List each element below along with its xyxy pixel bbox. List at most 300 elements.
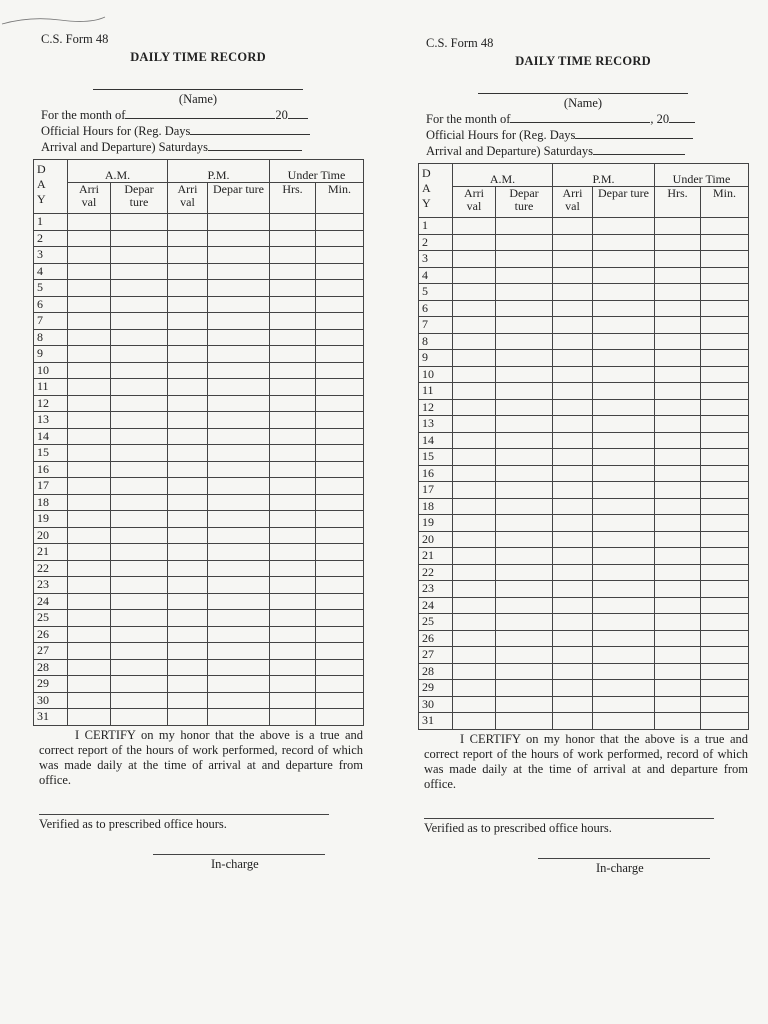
- am-departure-cell[interactable]: [111, 329, 168, 346]
- am-departure-cell[interactable]: [111, 296, 168, 313]
- pm-departure-cell[interactable]: [208, 544, 270, 561]
- undertime-hours-cell[interactable]: [655, 366, 701, 383]
- am-arrival-cell[interactable]: [453, 218, 496, 235]
- am-arrival-cell[interactable]: [68, 263, 111, 280]
- undertime-hours-cell[interactable]: [655, 663, 701, 680]
- am-arrival-cell[interactable]: [68, 643, 111, 660]
- pm-arrival-cell[interactable]: [553, 317, 593, 334]
- am-departure-cell[interactable]: [111, 428, 168, 445]
- undertime-minutes-cell[interactable]: [701, 366, 749, 383]
- undertime-hours-cell[interactable]: [270, 461, 316, 478]
- am-departure-cell[interactable]: [111, 263, 168, 280]
- undertime-minutes-cell[interactable]: [316, 577, 364, 594]
- pm-departure-cell[interactable]: [593, 713, 655, 730]
- am-arrival-cell[interactable]: [453, 630, 496, 647]
- am-arrival-cell[interactable]: [68, 494, 111, 511]
- undertime-hours-cell[interactable]: [270, 659, 316, 676]
- am-departure-cell[interactable]: [496, 284, 553, 301]
- undertime-hours-cell[interactable]: [270, 511, 316, 528]
- am-departure-cell[interactable]: [496, 548, 553, 565]
- am-departure-cell[interactable]: [496, 696, 553, 713]
- pm-departure-cell[interactable]: [593, 300, 655, 317]
- am-departure-cell[interactable]: [111, 626, 168, 643]
- undertime-hours-cell[interactable]: [655, 284, 701, 301]
- pm-departure-cell[interactable]: [593, 350, 655, 367]
- undertime-hours-cell[interactable]: [655, 614, 701, 631]
- undertime-hours-cell[interactable]: [655, 531, 701, 548]
- am-departure-cell[interactable]: [496, 218, 553, 235]
- undertime-minutes-cell[interactable]: [316, 247, 364, 264]
- am-departure-cell[interactable]: [111, 214, 168, 231]
- am-departure-cell[interactable]: [496, 597, 553, 614]
- pm-arrival-cell[interactable]: [168, 296, 208, 313]
- pm-departure-cell[interactable]: [208, 692, 270, 709]
- pm-departure-cell[interactable]: [208, 263, 270, 280]
- undertime-minutes-cell[interactable]: [701, 449, 749, 466]
- undertime-hours-cell[interactable]: [270, 709, 316, 726]
- am-arrival-cell[interactable]: [453, 267, 496, 284]
- am-arrival-cell[interactable]: [68, 379, 111, 396]
- pm-departure-cell[interactable]: [208, 676, 270, 693]
- undertime-minutes-cell[interactable]: [701, 696, 749, 713]
- pm-departure-cell[interactable]: [593, 432, 655, 449]
- undertime-hours-cell[interactable]: [655, 713, 701, 730]
- am-departure-cell[interactable]: [111, 379, 168, 396]
- am-departure-cell[interactable]: [496, 251, 553, 268]
- am-arrival-cell[interactable]: [68, 362, 111, 379]
- am-departure-cell[interactable]: [111, 230, 168, 247]
- pm-departure-cell[interactable]: [208, 280, 270, 297]
- pm-arrival-cell[interactable]: [168, 362, 208, 379]
- am-arrival-cell[interactable]: [453, 696, 496, 713]
- pm-departure-cell[interactable]: [208, 395, 270, 412]
- pm-arrival-cell[interactable]: [168, 445, 208, 462]
- undertime-minutes-cell[interactable]: [316, 346, 364, 363]
- pm-arrival-cell[interactable]: [168, 412, 208, 429]
- pm-arrival-cell[interactable]: [168, 329, 208, 346]
- undertime-minutes-cell[interactable]: [316, 593, 364, 610]
- pm-departure-cell[interactable]: [593, 614, 655, 631]
- undertime-minutes-cell[interactable]: [701, 531, 749, 548]
- verified-signature-line[interactable]: [39, 814, 329, 815]
- undertime-minutes-cell[interactable]: [701, 267, 749, 284]
- pm-departure-cell[interactable]: [593, 449, 655, 466]
- am-arrival-cell[interactable]: [453, 350, 496, 367]
- undertime-minutes-cell[interactable]: [316, 527, 364, 544]
- undertime-minutes-cell[interactable]: [701, 597, 749, 614]
- undertime-hours-cell[interactable]: [655, 317, 701, 334]
- pm-departure-cell[interactable]: [208, 577, 270, 594]
- am-departure-cell[interactable]: [496, 663, 553, 680]
- pm-departure-cell[interactable]: [208, 527, 270, 544]
- am-arrival-cell[interactable]: [68, 511, 111, 528]
- year-field[interactable]: [288, 107, 308, 119]
- undertime-hours-cell[interactable]: [655, 416, 701, 433]
- undertime-hours-cell[interactable]: [270, 478, 316, 495]
- undertime-hours-cell[interactable]: [270, 214, 316, 231]
- pm-arrival-cell[interactable]: [168, 313, 208, 330]
- pm-arrival-cell[interactable]: [168, 280, 208, 297]
- pm-departure-cell[interactable]: [208, 296, 270, 313]
- undertime-minutes-cell[interactable]: [316, 280, 364, 297]
- am-departure-cell[interactable]: [111, 610, 168, 627]
- pm-arrival-cell[interactable]: [553, 696, 593, 713]
- pm-arrival-cell[interactable]: [168, 494, 208, 511]
- undertime-hours-cell[interactable]: [270, 692, 316, 709]
- month-field[interactable]: [125, 107, 275, 119]
- undertime-minutes-cell[interactable]: [316, 560, 364, 577]
- undertime-hours-cell[interactable]: [270, 263, 316, 280]
- pm-departure-cell[interactable]: [208, 379, 270, 396]
- pm-departure-cell[interactable]: [593, 581, 655, 598]
- regular-days-field[interactable]: [575, 127, 693, 139]
- undertime-minutes-cell[interactable]: [701, 218, 749, 235]
- name-field[interactable]: [478, 93, 688, 94]
- verified-signature-line[interactable]: [424, 818, 714, 819]
- undertime-minutes-cell[interactable]: [316, 659, 364, 676]
- undertime-minutes-cell[interactable]: [316, 296, 364, 313]
- undertime-hours-cell[interactable]: [270, 445, 316, 462]
- pm-arrival-cell[interactable]: [553, 350, 593, 367]
- am-departure-cell[interactable]: [496, 564, 553, 581]
- pm-arrival-cell[interactable]: [553, 251, 593, 268]
- undertime-minutes-cell[interactable]: [316, 692, 364, 709]
- pm-departure-cell[interactable]: [593, 696, 655, 713]
- undertime-hours-cell[interactable]: [270, 643, 316, 660]
- am-arrival-cell[interactable]: [68, 577, 111, 594]
- pm-departure-cell[interactable]: [593, 680, 655, 697]
- undertime-hours-cell[interactable]: [655, 218, 701, 235]
- am-departure-cell[interactable]: [111, 395, 168, 412]
- am-departure-cell[interactable]: [111, 577, 168, 594]
- in-charge-signature-line[interactable]: [538, 858, 710, 859]
- pm-arrival-cell[interactable]: [553, 234, 593, 251]
- am-arrival-cell[interactable]: [68, 445, 111, 462]
- pm-arrival-cell[interactable]: [168, 346, 208, 363]
- undertime-minutes-cell[interactable]: [316, 511, 364, 528]
- pm-departure-cell[interactable]: [593, 548, 655, 565]
- pm-arrival-cell[interactable]: [553, 564, 593, 581]
- am-arrival-cell[interactable]: [68, 247, 111, 264]
- am-departure-cell[interactable]: [111, 527, 168, 544]
- pm-arrival-cell[interactable]: [168, 428, 208, 445]
- am-arrival-cell[interactable]: [453, 647, 496, 664]
- undertime-hours-cell[interactable]: [270, 329, 316, 346]
- am-arrival-cell[interactable]: [453, 366, 496, 383]
- am-departure-cell[interactable]: [111, 445, 168, 462]
- pm-arrival-cell[interactable]: [553, 548, 593, 565]
- am-departure-cell[interactable]: [496, 680, 553, 697]
- pm-arrival-cell[interactable]: [168, 214, 208, 231]
- undertime-minutes-cell[interactable]: [701, 482, 749, 499]
- undertime-hours-cell[interactable]: [655, 498, 701, 515]
- pm-departure-cell[interactable]: [593, 366, 655, 383]
- undertime-minutes-cell[interactable]: [316, 709, 364, 726]
- am-departure-cell[interactable]: [111, 362, 168, 379]
- undertime-minutes-cell[interactable]: [701, 383, 749, 400]
- am-arrival-cell[interactable]: [453, 432, 496, 449]
- am-arrival-cell[interactable]: [68, 544, 111, 561]
- pm-departure-cell[interactable]: [593, 416, 655, 433]
- undertime-hours-cell[interactable]: [655, 515, 701, 532]
- am-arrival-cell[interactable]: [453, 465, 496, 482]
- am-departure-cell[interactable]: [111, 544, 168, 561]
- am-departure-cell[interactable]: [496, 647, 553, 664]
- pm-departure-cell[interactable]: [208, 511, 270, 528]
- am-arrival-cell[interactable]: [453, 251, 496, 268]
- pm-arrival-cell[interactable]: [168, 478, 208, 495]
- pm-arrival-cell[interactable]: [553, 416, 593, 433]
- undertime-hours-cell[interactable]: [655, 234, 701, 251]
- pm-departure-cell[interactable]: [208, 346, 270, 363]
- undertime-hours-cell[interactable]: [655, 630, 701, 647]
- undertime-hours-cell[interactable]: [270, 395, 316, 412]
- undertime-minutes-cell[interactable]: [701, 416, 749, 433]
- am-arrival-cell[interactable]: [68, 214, 111, 231]
- pm-arrival-cell[interactable]: [553, 482, 593, 499]
- pm-arrival-cell[interactable]: [168, 610, 208, 627]
- undertime-minutes-cell[interactable]: [701, 498, 749, 515]
- am-departure-cell[interactable]: [111, 709, 168, 726]
- am-departure-cell[interactable]: [111, 593, 168, 610]
- undertime-hours-cell[interactable]: [655, 383, 701, 400]
- saturdays-field[interactable]: [593, 143, 685, 155]
- undertime-hours-cell[interactable]: [655, 251, 701, 268]
- undertime-hours-cell[interactable]: [270, 593, 316, 610]
- pm-arrival-cell[interactable]: [553, 300, 593, 317]
- am-departure-cell[interactable]: [496, 630, 553, 647]
- pm-departure-cell[interactable]: [593, 515, 655, 532]
- pm-arrival-cell[interactable]: [553, 581, 593, 598]
- am-departure-cell[interactable]: [111, 659, 168, 676]
- am-arrival-cell[interactable]: [68, 593, 111, 610]
- am-departure-cell[interactable]: [496, 581, 553, 598]
- am-arrival-cell[interactable]: [68, 659, 111, 676]
- am-departure-cell[interactable]: [111, 692, 168, 709]
- am-departure-cell[interactable]: [111, 478, 168, 495]
- undertime-hours-cell[interactable]: [655, 465, 701, 482]
- pm-departure-cell[interactable]: [208, 610, 270, 627]
- pm-arrival-cell[interactable]: [168, 395, 208, 412]
- undertime-minutes-cell[interactable]: [701, 680, 749, 697]
- pm-arrival-cell[interactable]: [168, 560, 208, 577]
- am-arrival-cell[interactable]: [68, 461, 111, 478]
- pm-arrival-cell[interactable]: [168, 527, 208, 544]
- undertime-hours-cell[interactable]: [655, 597, 701, 614]
- pm-departure-cell[interactable]: [208, 362, 270, 379]
- undertime-minutes-cell[interactable]: [316, 230, 364, 247]
- undertime-hours-cell[interactable]: [655, 581, 701, 598]
- pm-departure-cell[interactable]: [593, 531, 655, 548]
- am-departure-cell[interactable]: [111, 560, 168, 577]
- pm-arrival-cell[interactable]: [553, 383, 593, 400]
- am-departure-cell[interactable]: [496, 416, 553, 433]
- pm-arrival-cell[interactable]: [168, 676, 208, 693]
- pm-arrival-cell[interactable]: [168, 593, 208, 610]
- undertime-minutes-cell[interactable]: [316, 412, 364, 429]
- undertime-hours-cell[interactable]: [270, 428, 316, 445]
- am-arrival-cell[interactable]: [68, 478, 111, 495]
- pm-arrival-cell[interactable]: [168, 709, 208, 726]
- pm-departure-cell[interactable]: [208, 461, 270, 478]
- am-departure-cell[interactable]: [496, 317, 553, 334]
- pm-departure-cell[interactable]: [593, 284, 655, 301]
- pm-departure-cell[interactable]: [593, 234, 655, 251]
- undertime-hours-cell[interactable]: [270, 296, 316, 313]
- am-arrival-cell[interactable]: [68, 676, 111, 693]
- pm-arrival-cell[interactable]: [168, 263, 208, 280]
- am-arrival-cell[interactable]: [68, 626, 111, 643]
- pm-departure-cell[interactable]: [593, 333, 655, 350]
- undertime-minutes-cell[interactable]: [316, 362, 364, 379]
- pm-arrival-cell[interactable]: [553, 630, 593, 647]
- am-arrival-cell[interactable]: [453, 300, 496, 317]
- undertime-hours-cell[interactable]: [270, 610, 316, 627]
- undertime-minutes-cell[interactable]: [701, 317, 749, 334]
- pm-departure-cell[interactable]: [208, 709, 270, 726]
- pm-departure-cell[interactable]: [208, 428, 270, 445]
- am-arrival-cell[interactable]: [453, 564, 496, 581]
- pm-arrival-cell[interactable]: [168, 230, 208, 247]
- undertime-minutes-cell[interactable]: [701, 465, 749, 482]
- undertime-hours-cell[interactable]: [270, 544, 316, 561]
- pm-arrival-cell[interactable]: [553, 449, 593, 466]
- undertime-minutes-cell[interactable]: [701, 515, 749, 532]
- pm-departure-cell[interactable]: [593, 399, 655, 416]
- regular-days-field[interactable]: [190, 123, 310, 135]
- undertime-hours-cell[interactable]: [270, 577, 316, 594]
- undertime-minutes-cell[interactable]: [316, 379, 364, 396]
- pm-departure-cell[interactable]: [593, 663, 655, 680]
- pm-arrival-cell[interactable]: [553, 597, 593, 614]
- pm-arrival-cell[interactable]: [553, 663, 593, 680]
- am-arrival-cell[interactable]: [68, 329, 111, 346]
- undertime-hours-cell[interactable]: [655, 350, 701, 367]
- undertime-minutes-cell[interactable]: [316, 676, 364, 693]
- undertime-minutes-cell[interactable]: [316, 214, 364, 231]
- am-arrival-cell[interactable]: [68, 230, 111, 247]
- am-arrival-cell[interactable]: [453, 449, 496, 466]
- undertime-minutes-cell[interactable]: [316, 395, 364, 412]
- undertime-minutes-cell[interactable]: [701, 350, 749, 367]
- undertime-hours-cell[interactable]: [270, 494, 316, 511]
- undertime-hours-cell[interactable]: [270, 313, 316, 330]
- pm-arrival-cell[interactable]: [553, 432, 593, 449]
- am-arrival-cell[interactable]: [453, 531, 496, 548]
- undertime-hours-cell[interactable]: [655, 482, 701, 499]
- am-arrival-cell[interactable]: [68, 313, 111, 330]
- undertime-hours-cell[interactable]: [270, 379, 316, 396]
- pm-departure-cell[interactable]: [593, 267, 655, 284]
- pm-arrival-cell[interactable]: [168, 577, 208, 594]
- undertime-minutes-cell[interactable]: [316, 494, 364, 511]
- pm-departure-cell[interactable]: [208, 214, 270, 231]
- pm-departure-cell[interactable]: [208, 313, 270, 330]
- undertime-minutes-cell[interactable]: [701, 630, 749, 647]
- undertime-minutes-cell[interactable]: [316, 626, 364, 643]
- am-arrival-cell[interactable]: [68, 709, 111, 726]
- am-departure-cell[interactable]: [496, 399, 553, 416]
- undertime-minutes-cell[interactable]: [701, 300, 749, 317]
- am-departure-cell[interactable]: [496, 267, 553, 284]
- undertime-hours-cell[interactable]: [655, 300, 701, 317]
- am-arrival-cell[interactable]: [68, 610, 111, 627]
- am-arrival-cell[interactable]: [68, 280, 111, 297]
- undertime-hours-cell[interactable]: [270, 560, 316, 577]
- year-field[interactable]: [669, 111, 695, 123]
- undertime-hours-cell[interactable]: [655, 647, 701, 664]
- undertime-minutes-cell[interactable]: [701, 284, 749, 301]
- pm-arrival-cell[interactable]: [168, 511, 208, 528]
- am-departure-cell[interactable]: [111, 676, 168, 693]
- undertime-minutes-cell[interactable]: [701, 333, 749, 350]
- undertime-minutes-cell[interactable]: [701, 663, 749, 680]
- undertime-minutes-cell[interactable]: [316, 478, 364, 495]
- undertime-hours-cell[interactable]: [655, 696, 701, 713]
- am-departure-cell[interactable]: [111, 313, 168, 330]
- pm-departure-cell[interactable]: [208, 494, 270, 511]
- saturdays-field[interactable]: [208, 139, 302, 151]
- pm-departure-cell[interactable]: [593, 647, 655, 664]
- undertime-hours-cell[interactable]: [655, 399, 701, 416]
- undertime-minutes-cell[interactable]: [316, 610, 364, 627]
- pm-arrival-cell[interactable]: [553, 680, 593, 697]
- undertime-minutes-cell[interactable]: [701, 713, 749, 730]
- am-arrival-cell[interactable]: [68, 296, 111, 313]
- undertime-hours-cell[interactable]: [655, 548, 701, 565]
- pm-departure-cell[interactable]: [208, 659, 270, 676]
- pm-arrival-cell[interactable]: [553, 713, 593, 730]
- undertime-hours-cell[interactable]: [270, 247, 316, 264]
- pm-departure-cell[interactable]: [208, 560, 270, 577]
- undertime-hours-cell[interactable]: [270, 362, 316, 379]
- undertime-minutes-cell[interactable]: [316, 329, 364, 346]
- pm-departure-cell[interactable]: [208, 445, 270, 462]
- in-charge-signature-line[interactable]: [153, 854, 325, 855]
- pm-departure-cell[interactable]: [593, 498, 655, 515]
- undertime-hours-cell[interactable]: [655, 680, 701, 697]
- pm-arrival-cell[interactable]: [168, 247, 208, 264]
- am-arrival-cell[interactable]: [453, 581, 496, 598]
- am-departure-cell[interactable]: [496, 366, 553, 383]
- pm-arrival-cell[interactable]: [553, 465, 593, 482]
- am-departure-cell[interactable]: [111, 346, 168, 363]
- undertime-hours-cell[interactable]: [270, 346, 316, 363]
- am-arrival-cell[interactable]: [68, 395, 111, 412]
- undertime-hours-cell[interactable]: [270, 230, 316, 247]
- am-arrival-cell[interactable]: [453, 498, 496, 515]
- name-field[interactable]: [93, 89, 303, 90]
- am-arrival-cell[interactable]: [68, 560, 111, 577]
- pm-departure-cell[interactable]: [593, 465, 655, 482]
- undertime-minutes-cell[interactable]: [316, 428, 364, 445]
- am-departure-cell[interactable]: [111, 280, 168, 297]
- undertime-hours-cell[interactable]: [270, 626, 316, 643]
- am-departure-cell[interactable]: [111, 643, 168, 660]
- am-departure-cell[interactable]: [111, 511, 168, 528]
- am-departure-cell[interactable]: [496, 482, 553, 499]
- am-arrival-cell[interactable]: [453, 680, 496, 697]
- undertime-hours-cell[interactable]: [270, 676, 316, 693]
- am-arrival-cell[interactable]: [453, 548, 496, 565]
- pm-arrival-cell[interactable]: [553, 333, 593, 350]
- undertime-minutes-cell[interactable]: [701, 647, 749, 664]
- am-departure-cell[interactable]: [496, 333, 553, 350]
- undertime-hours-cell[interactable]: [655, 267, 701, 284]
- am-arrival-cell[interactable]: [68, 412, 111, 429]
- am-arrival-cell[interactable]: [453, 713, 496, 730]
- undertime-hours-cell[interactable]: [270, 280, 316, 297]
